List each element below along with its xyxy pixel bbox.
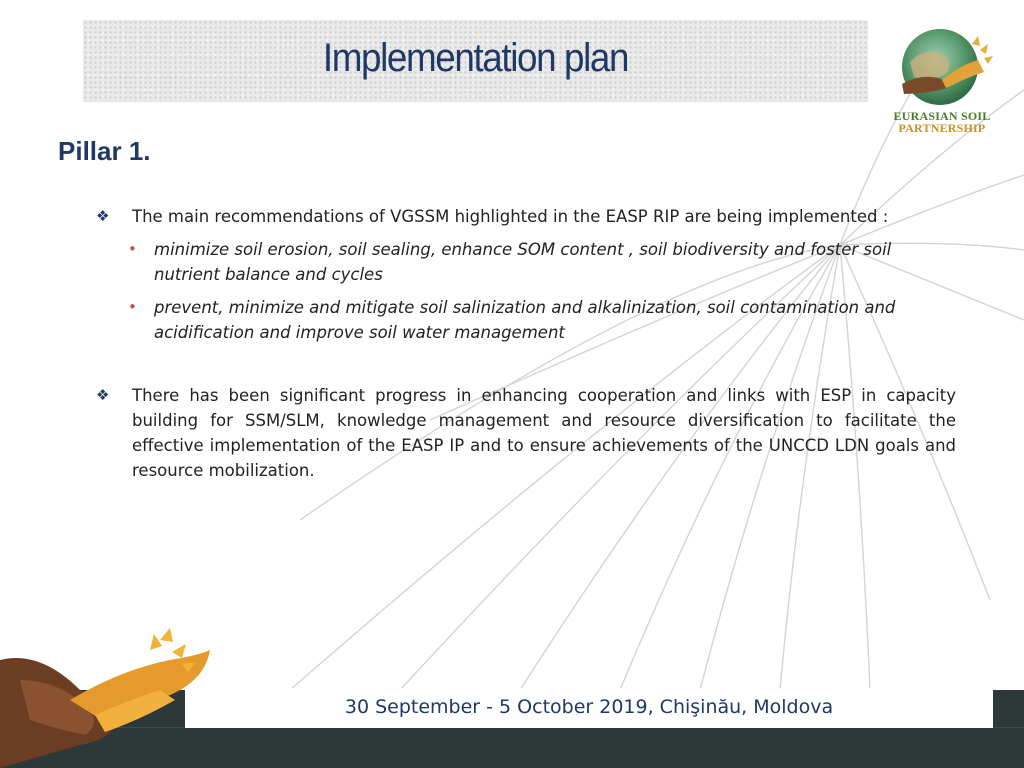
sub-bullet-item: [122, 295, 934, 345]
logo-line-2: PARTNERSHIP: [898, 121, 986, 135]
sub-bullet-text: prevent, minimize and mitigate soil salinization and alkalinization, soil contamination and acidification and improve soil water management: [154, 298, 896, 342]
dot-icon: •: [128, 298, 137, 316]
slide-content: [96, 204, 956, 483]
dot-icon: •: [128, 240, 137, 258]
pillar-heading: Pillar 1.: [58, 136, 151, 166]
bullet-item: [96, 383, 956, 483]
logo-wordmark: [884, 110, 1000, 134]
sub-bullet-text: minimize soil erosion, soil sealing, enhance SOM content , soil biodiversity and foster soil nutrient balance and cycles: [154, 240, 892, 284]
slide-title: Implementation plan: [322, 36, 629, 80]
sub-bullet-item: [122, 237, 934, 287]
handshake-wheat-icon: [0, 620, 260, 768]
bullet-text: The main recommendations of VGSSM highlighted in the EASP RIP are being implemented :: [132, 207, 889, 226]
title-banner: [83, 20, 868, 102]
diamond-cluster-icon: ❖: [96, 386, 110, 404]
footer-date-location: 30 September - 5 October 2019, Chişinău, Moldova: [344, 696, 834, 718]
bullet-item: [96, 204, 956, 229]
logo-line-1: EURASIAN SOIL: [893, 109, 991, 123]
bullet-text: There has been significant progress in enhancing cooperation and links with ESP in capacity building for SSM/SLM, knowledge management and resource diversification to facilitate the effective implementation of the EASP IP and to ensure achievements of the UNCCD LDN goals and resource mobilization.: [132, 386, 956, 480]
diamond-cluster-icon: ❖: [96, 207, 110, 225]
